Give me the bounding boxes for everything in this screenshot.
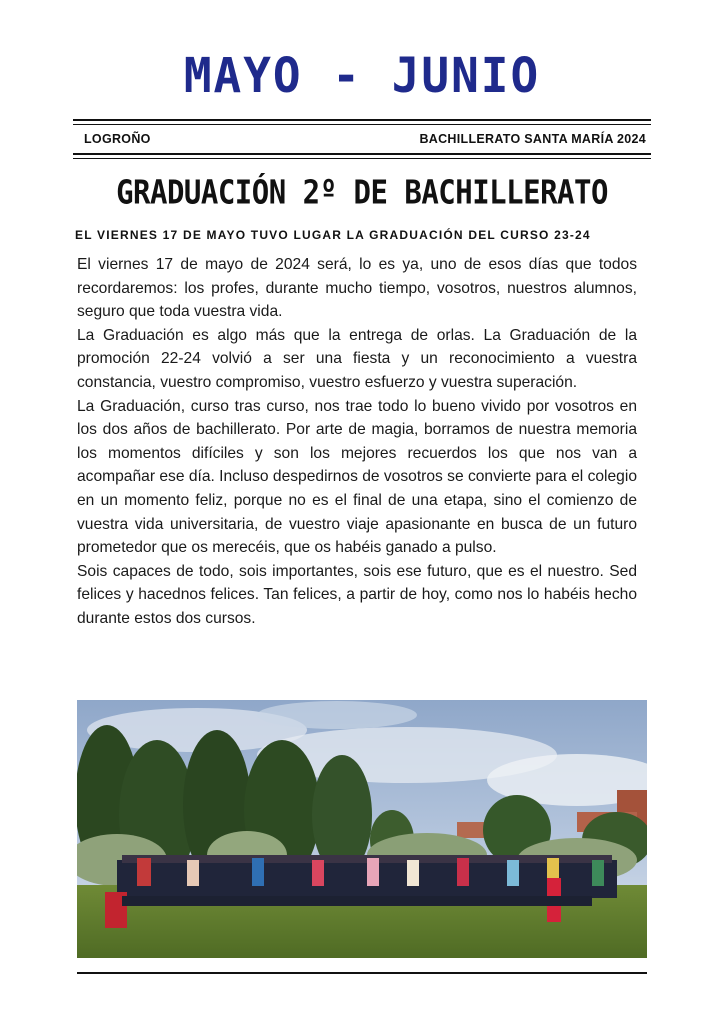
publication-label: BACHILLERATO SANTA MARÍA 2024 <box>419 132 646 146</box>
article-paragraph: Sois capaces de todo, sois importantes, sois ese futuro, que es el nuestro. Sed felices y hacednos felices. Tan felices, a partir de hoy, como nos lo habéis hecho durante estos dos cursos. <box>77 562 637 627</box>
masthead-title: MAYO - JUNIO <box>183 46 541 104</box>
header-subbar <box>84 132 646 146</box>
article-kicker: EL VIERNES 17 DE MAYO TUVO LUGAR LA GRADUACIÓN DEL CURSO 23-24 <box>75 228 591 242</box>
article-paragraph: El viernes 17 de mayo de 2024 será, lo es ya, uno de esos días que todos recordaremos: los profes, durante mucho tiempo, vosotros, nuestros alumnos, seguro que toda vuestra vida. <box>77 256 637 321</box>
article-paragraph: La Graduación es algo más que la entrega de orlas. La Graduación de la promoción 22-24 volvió a ser una fiesta y un reconocimiento a vuestra constancia, vuestro compromiso, vuestro esfuerzo y vuestra superación. <box>77 326 637 391</box>
footer-rule <box>77 972 647 974</box>
header-rule-bottom <box>73 153 651 155</box>
article-paragraph: La Graduación, curso tras curso, nos trae todo lo bueno vivido por vosotros en los dos años de bachillerato. Por arte de magia, borramos de nuestra memoria los momentos difíciles y son los mejores recuerdos los que nos van a acompañar ese día. Incluso despedirnos de vosotros se convierte para el colegio en un momento feliz, porque no es el final de una etapa, sino el comienzo de vuestra vida universitaria, de vuestro viaje apasionante en busca de un futuro prometedor que os merecéis, que os habéis ganado a pulso. <box>77 397 637 557</box>
graduation-photo-illustration <box>77 700 647 958</box>
header-rule-top-thin <box>73 124 651 125</box>
location-label: LOGROÑO <box>84 132 151 146</box>
header-rule-top <box>73 119 651 121</box>
graduation-group-photo <box>77 700 647 958</box>
header-rule-bottom-thin <box>73 158 651 159</box>
article-body <box>77 253 637 631</box>
article-headline: GRADUACIÓN 2º DE BACHILLERATO <box>116 172 608 212</box>
